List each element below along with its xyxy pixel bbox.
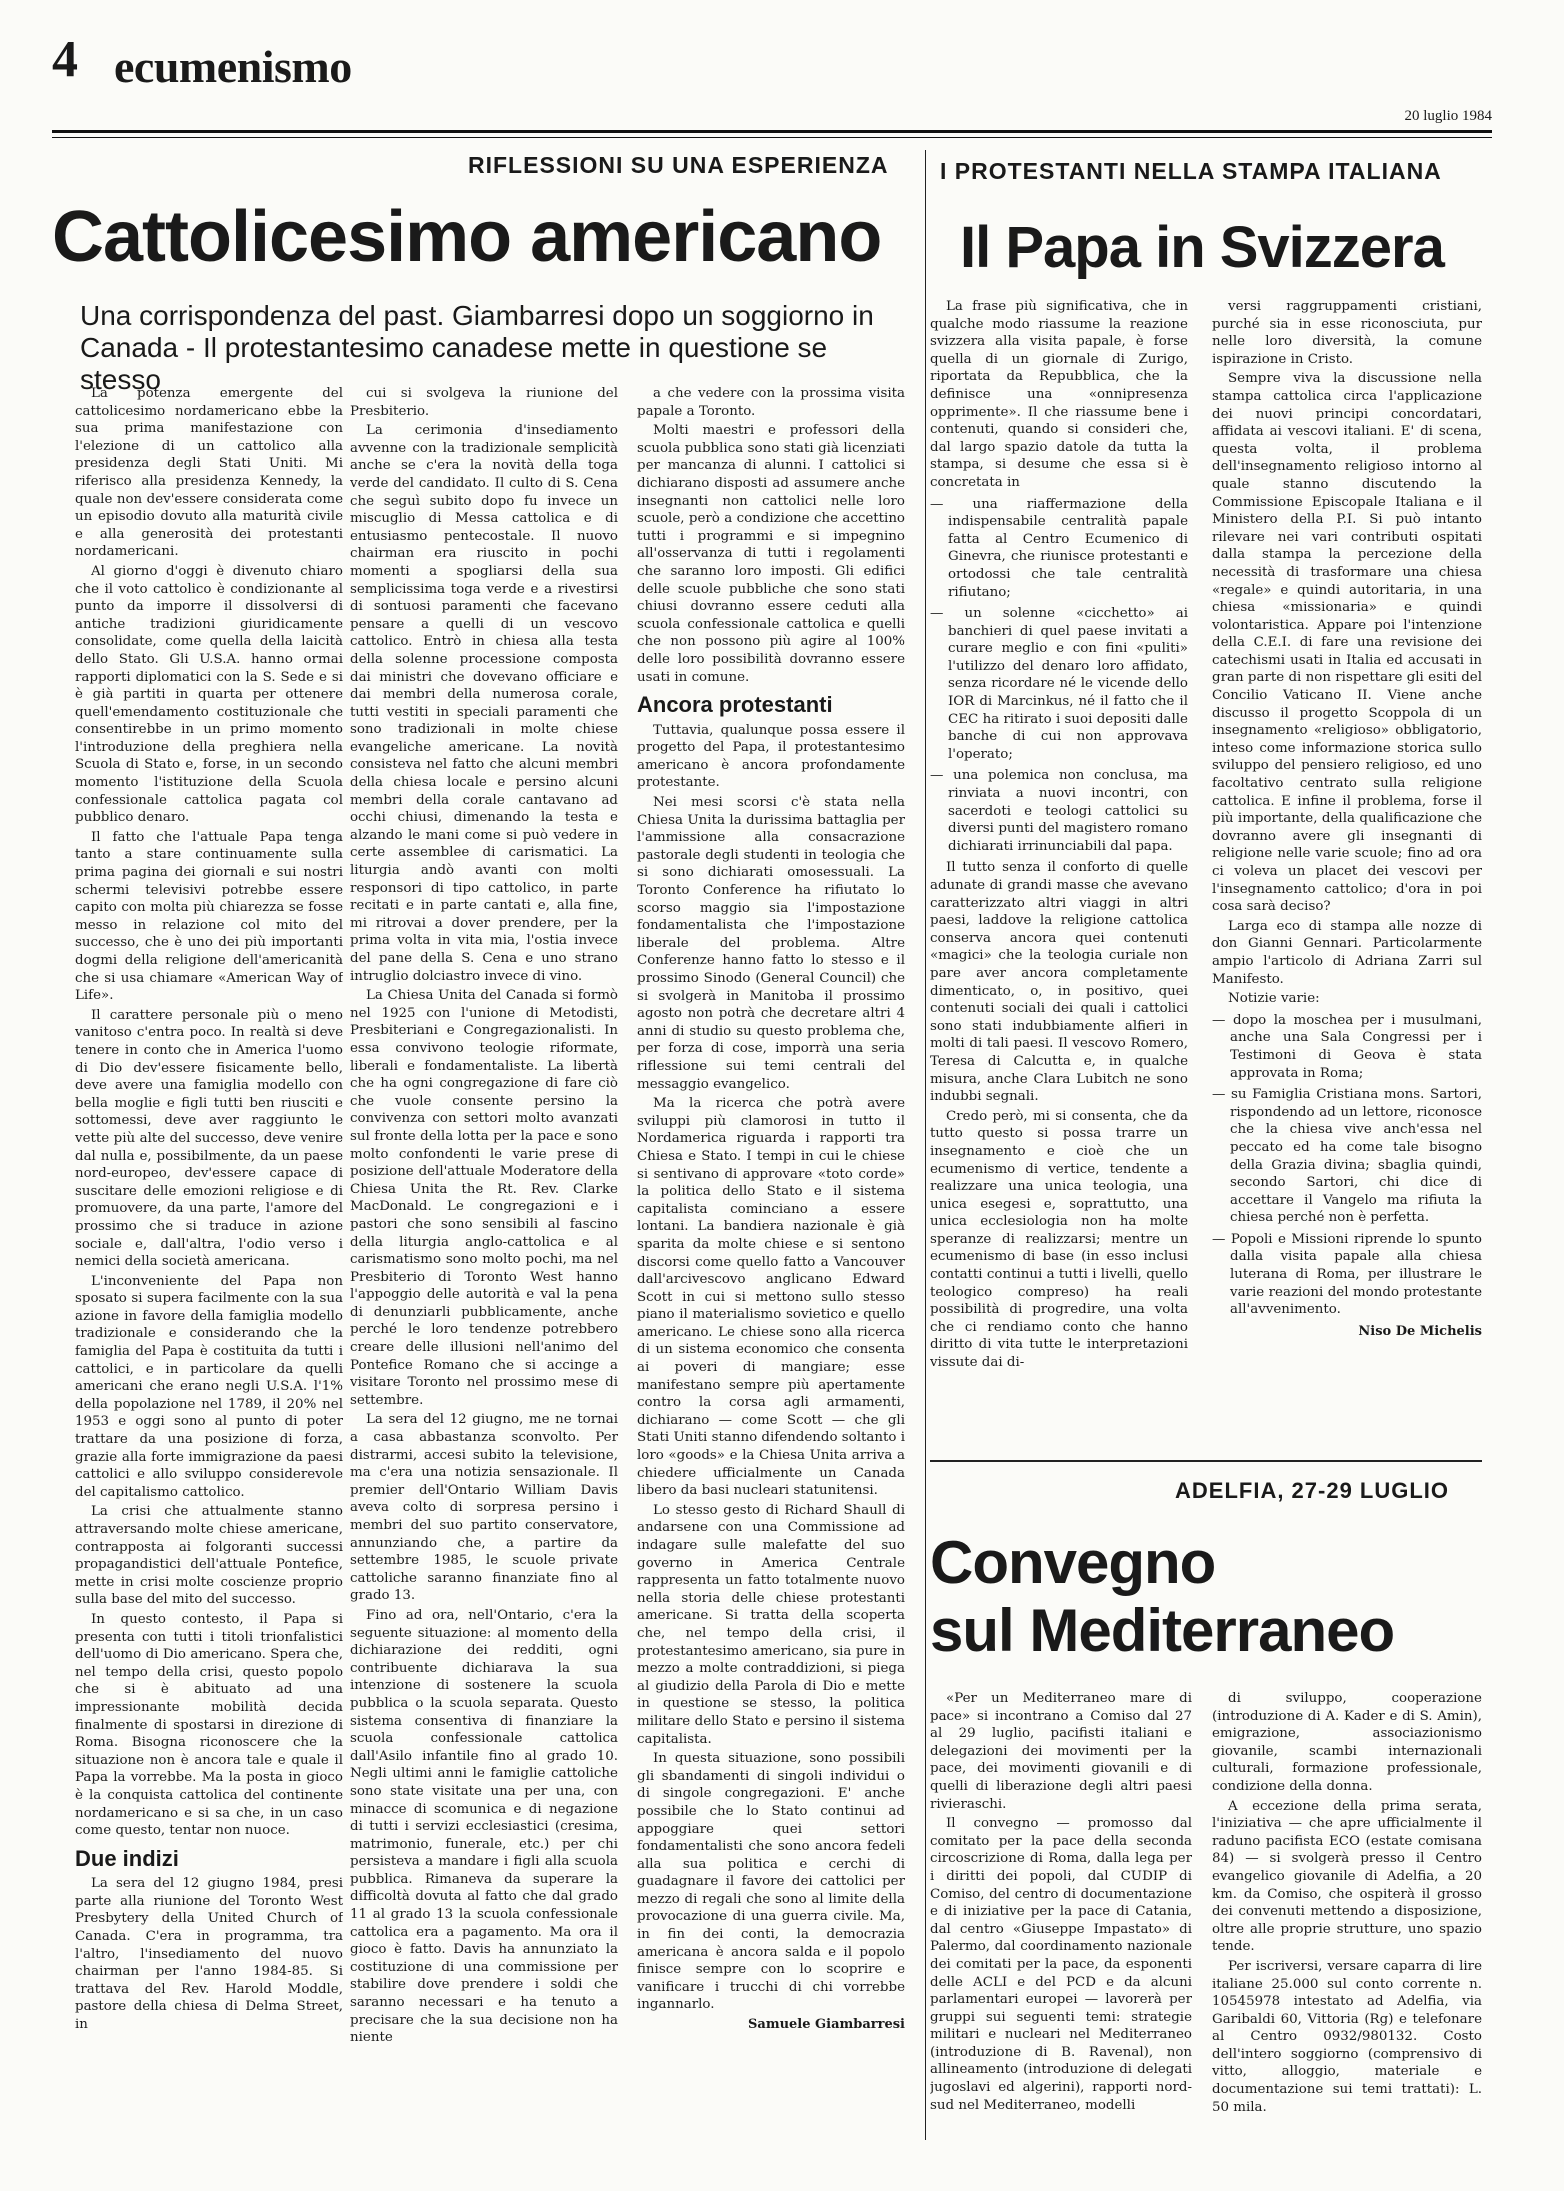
paragraph: In questa situazione, sono possibili gli sbandamenti di singoli individui o di singole congregazioni. E' anche possibile che lo Stato continui ad appoggiare quei settori fondamentalisti che sono ancora fedeli alla sua politica e cerchi di guadagnare il favore dei cattolici per mezzo di regali che sono al limite della provocazione di una guerra civile. Ma, in fin dei conti, la democrazia americana è ancora salda e il popolo finisce sempre con lo scoprire e vanificare i trucchi di chi vorrebbe ingannarlo. [637,1751,905,2013]
right-article-column-2 [1212,298,1482,1458]
paragraph: La frase più significativa, che in qualche modo riassume la reazione svizzera alla visita papale, è forse quella di un giornale di Zurigo, riportata da Repubblica, che la definisce una «onnipresenza opprimente». Il che riassume bene i contenuti, quando si consideri che, dal largo spazio datole da tutta la stampa, si desume che essa si è concretata in [930,299,1188,490]
paragraph: La crisi che attualmente stanno attraversando molte chiese americane, contrapposta ai folgoranti successi propagandistici dell'attuale Pontefice, mette in crisi molte coscienze proprio sulla base del mito del successo. [75,1504,343,1608]
paragraph: Larga eco di stampa alle nozze di don Gianni Gennari. Particolarmente ampio l'articolo di Adriana Zarri sul Manifesto. [1212,918,1482,987]
bottom-article-headline-2: sul Mediterraneo [930,1597,1395,1664]
paragraph: La potenza emergente del cattolicesimo nordamericano ebbe la sua prima manifestazione con l'elezione di un cattolico alla presidenza degli Stati Uniti. Mi riferisco alla presidenza Kennedy, la quale non dev'essere considerata come un episodio dovuto alla maturità civile e alla generosità dei protestanti nordamericani. [75,386,343,560]
bottom-article-kicker: ADELFIA, 27-29 LUGLIO [1175,1478,1450,1503]
paragraph: Molti maestri e professori della scuola pubblica sono stati già licenziati per mancanza di alunni. I cattolici si dichiarano disposti ad assumere anche insegnanti non cattolici nelle loro scuole, però a condizione che accettino tutti i programmi e si impegnino all'osservanza di tutti i regolamenti che saranno loro imposti. Gli edifici delle scuole pubbliche che sono stati chiusi dovranno essere ceduti alla scuola confessionale cattolica e quelli che non possono più agire al 100% delle loro possibilità dovranno essere usati in comune. [637,423,905,685]
list-item: — una riaffermazione della indispensabile centralità papale fatta al Centro Ecumenico di Ginevra, che riunisce protestanti e ortodossi che tale centralità rifiutano; [930,496,1188,602]
subheading-ancora-protestanti: Ancora protestanti [637,692,833,718]
paragraph: Fino ad ora, nell'Ontario, c'era la seguente situazione: al momento della dichiarazione dei redditi, ogni contribuente dichiarava la sua intenzione di sostenere la scuola pubblica o la scuola separata. Questo sistema consentiva di finanziare la scuola confessionale cattolica dall'Asilo infantile fino al grado 10. Negli ultimi anni le famiglie cattoliche sono state visitate una per una, con minacce di scomunica e di negazione di tutti i servizi ecclesiastici (cresima, matrimonio, funerale, etc.) per chi persisteva a mandare i figli alla scuola pubblica. Rimaneva da superare la difficoltà dovuta al fatto che dal grado 11 al grado 13 la scuola confessionale cattolica era a pagamento. Ma ora il gioco è fatto. Davis ha annunziato la costituzione di una commissione per stabilire dove prendere i soldi che saranno necessari e ha tenuto a precisare che la sua decisione non ha niente [350,1607,618,2046]
list-item: — Popoli e Missioni riprende lo spunto dalla visita papale alla chiesa luterana di Roma, per illustrare le varie reazioni del mondo protestante all'avvenimento. [1212,1231,1482,1319]
left-article-kicker: RIFLESSIONI SU UNA ESPERIENZA [468,152,889,178]
paragraph: Lo stesso gesto di Richard Shaull di andarsene con una Commissione ad indagare sulle malefatte del suo governo in America Centrale rappresenta un fatto totalmente nuovo nella storia delle chiese protestanti americane. Si tratta della scoperta che, nel tempo della crisi, il protestantesimo americano, sia pure in mezzo a molte contraddizioni, si piega al giudizio della Parola di Dio e mette in questione se stesso, la politica militare dello Stato e persino il sistema capitalista. [637,1502,905,1747]
issue-date: 20 luglio 1984 [1404,108,1492,124]
paragraph: Al giorno d'oggi è divenuto chiaro che il voto cattolico è condizionante al punto da imporre il dissolversi di antiche tradizioni giuridicamente consolidate, come quella della laicità dello Stato. Gli U.S.A. hanno ormai rapporti diplomatici con la S. Sede e si è già partiti in quarta per ottenere quell'emendamento costituzionale che consentirebbe in un primo momento l'introduzione della preghiera nella Scuola di Stato e, forse, in un secondo momento l'istituzione della Scuola confessionale cattolica pagata col pubblico denaro. [75,563,343,826]
paragraph: Credo però, mi si consenta, che da tutto questo si possa trarre un insegnamento e cioè che un ecumenismo di vertice, tendente a realizzare una unica teologia, una unica esegesi e, soprattutto, una unica ecclesiologia non ha molte speranze di realizzarsi; mentre un ecumenismo di base (in esso inclusi contatti continui a tutti i livelli, quello teologico compreso) ha reali possibilità di progredire, una volta che ci rendiamo conto che hanno diritto di vita tutte le interpretazioni vissute dai di- [930,1108,1188,1371]
paragraph: La sera del 12 giugno 1984, presi parte alla riunione del Toronto West Presbytery della United Church of Canada. C'era in programma, tra l'altro, l'insediamento del nuovo chairman per l'anno 1984-85. Si trattava del Rev. Harold Moddle, pastore della chiesa di Delma Street, in [75,1876,343,2033]
section-title: ecumenismo [114,41,352,92]
left-article-column-2 [350,385,618,2155]
paragraph: di sviluppo, cooperazione (introduzione di A. Kader e di S. Amin), emigrazione, associazionismo giovanile, scambi internazionali culturali, formazione professionale, condizione della donna. [1212,1691,1482,1794]
paragraph: Ma la ricerca che potrà avere sviluppi più clamorosi in tutto il Nordamerica riguarda i rapporti tra Chiesa e Stato. I tempi in cui le chiese si sentivano di approvare «toto corde» la politica dello Stato e il sistema capitalista cominciano a essere lontani. La bandiera nazionale è già sparita da molte chiese e si sentono discorsi come quello fatto a Vancouver dall'arcivescovo anglicano Edward Scott in cui si mettono sullo stesso piano il materialismo sovietico e quello americano. Le chiese sono alla ricerca di un sistema economico che consenta ai poveri di mangiare; esse manifestano sempre più apertamente contro la corsa agli armamenti, dichiarano — come Scott — che gli Stati Uniti stanno difendendo soltanto i loro «goods» e la Chiesa Unita arriva a chiedere ufficialmente un Canada libero da basi nucleari statunitensi. [637,1096,905,1499]
masthead-rule [52,130,1492,133]
left-article-subhead: Una corrispondenza del past. Giambarresi dopo un soggiorno in Canada - Il protestantesimo canadese mette in questione se stesso [80,300,874,395]
paragraph: La Chiesa Unita del Canada si formò nel 1925 con l'unione di Metodisti, Presbiteriani e Congregazionalisti. In essa convivono teologie riformate, liberali e fondamentaliste. La libertà che ha ogni congregazione di fare ciò che vuole consente persino la convivenza con settori molto avanzati sul fronte della lotta per la pace e sono molto confondenti le varie prese di posizione dell'attuale Moderatore della Chiesa Unita the Rt. Rev. Clarke MacDonald. Le congregazioni e i pastori che sono sensibili al fascino della liturgia anglo-cattolica e al carismatismo sono molto pochi, ma nel Presbiterio di Toronto West hanno l'appoggio delle autorità e val la pena di denunziarli pubblicamente, anche perché le loro tendenze potrebbero creare delle illusioni nell'animo del Pontefice Romano che si accinge a visitare Toronto nel prossimo mese di settembre. [350,988,618,1408]
subheading-due-indizi: Due indizi [75,1845,179,1871]
author-signature: Niso De Michelis [1358,1323,1482,1339]
list-item: — dopo la moschea per i musulmani, anche una Sala Congressi per i Testimoni di Geova è stata approvata in Roma; [1212,1012,1482,1082]
paragraph: a che vedere con la prossima visita papale a Toronto. [637,386,905,419]
paragraph: In questo contesto, il Papa si presenta con tutti i titoli trionfalistici dell'uomo di Dio americano. Spera che, nel tempo della crisi, questo popolo che si è abituato ad una impressionante mobilità decida finalmente di spostarsi in direzione di Roma. Bisogna riconoscere che la situazione non è ancora tale e quale il Papa la vorrebbe. Ma la posta in gioco è la conquista cattolica del continente nordamericano e si sa che, in un caso come questo, tentar non nuoce. [75,1611,343,1839]
paragraph: Nei mesi scorsi c'è stata nella Chiesa Unita la durissima battaglia per l'ammissione alla consacrazione pastorale degli studenti in teologia che si sono dichiarati omosessuali. La Toronto Conference ha rifiutato lo scorso maggio sia l'impostazione fondamentalista che l'impostazione liberale del problema. Altre Conferenze hanno fatto lo stesso e il prossimo Sinodo (General Council) che si svolgerà in Manitoba il prossimo agosto non potrà che decretare altri 4 anni di studio su questo problema che, per forza di cose, imporrà una seria riflessione sui temi centrali del messaggio evangelico. [637,795,905,1092]
paragraph: A eccezione della prima serata, l'iniziativa — che apre ufficialmente il raduno pacifista ECO (estate comisana 84) — si svolgerà presso il Centro evangelico giovanile di Adelfia, a 20 km. da Comiso, che ospiterà il grosso dei convenuti mettendo a disposizione, oltre alle proprie strutture, uno spazio tende. [1212,1798,1482,1955]
paragraph: La cerimonia d'insediamento avvenne con la tradizionale semplicità anche se c'era la novità della toga verde del candidato. Il culto di S. Cena che seguì subito dopo fu invece un miscuglio di Messa cattolica e di entusiasmo pentecostale. Il nuovo chairman era riuscito in pochi momenti a spogliarsi della sua semplicissima toga verde e a rivestirsi di sontuosi paramenti che facevano pensare a quelli di un vescovo cattolico. Entrò in chiesa alla testa della solenne processione composta dai ministri che dovevano officiare e dai membri della numerosa corale, tutti vestiti in speciali paramenti che sono tradizionali in molte chiese evangeliche americane. La novità consisteva nel fatto che alcuni membri della chiesa locale e persino alcuni membri della corale cantavano ad occhi chiusi, dimenando la testa e alzando le mani come si può vedere in certe assemblee di carismatici. La liturgia andò avanti con molti responsori di tipo cattolico, in parte recitati e in parte cantati e, alla fine, mi ritrovai a dover prendere, per la prima volta in vita mia, l'ostia invece del pane della S. Cena e uno strano intruglio dolciastro invece di vino. [350,423,618,984]
paragraph: Per iscriversi, versare caparra di lire italiane 25.000 sul conto corrente n. 10545978 intestato ad Adelfia, via Garibaldi 60, Vittoria (Rg) e telefonare al Centro 0932/980132. Costo dell'intero soggiorno (comprensivo di vitto, alloggio, materiale e documentazione sui temi trattati): L. 50 mila. [1212,1958,1482,2115]
paragraph: Tuttavia, qualunque possa essere il progetto del Papa, il protestantesimo americano è ancora profondamente protestante. [637,722,905,791]
section-rule [930,1460,1482,1462]
left-article-headline: Cattolicesimo americano [52,197,882,277]
bullet-list [930,496,1188,856]
paragraph: Il carattere personale più o meno vanitoso c'entra poco. In realtà si deve tenere in conto che in America l'uomo di Dio dev'essere fisicamente bello, deve avere una famiglia modello con bella moglie e figli tutti ben riusciti e sottomessi, deve aver raggiunto le vette più alte del successo, deve venire dal nulla e, possibilmente, da un paese nord-europeo, dev'essere capace di suscitare delle emozioni religiose e di promuovere, da una parte, l'amore del prossimo che si traduce in azione sociale e, dall'altra, l'odio verso i nemici della società americana. [75,1007,343,1270]
right-article-kicker: I PROTESTANTI NELLA STAMPA ITALIANA [940,158,1442,184]
left-article-column-3 [637,385,905,2155]
page-number: 4 [52,31,78,88]
bottom-article-headline-1: Convegno [930,1529,1216,1596]
paragraph: Sempre viva la discussione nella stampa cattolica circa l'applicazione dei nuovi principi concordatari, affidata ai vescovi italiani. E' di scena, questa volta, il problema dell'insegnamento religioso intorno al quale stanno discutendo la Commissione Episcopale Italiana e il Ministero della P.I. Si può intanto rilevare nei vari contributi ospitati dalla stampa la percezione della necessità di trasformare una chiesa «regale» e quindi autoritaria, in una chiesa «missionaria» e quindi volontaristica. Appare poi l'intenzione della C.E.I. di fare una revisione dei catechismi usati in Italia ed accusati in gran parte di non rispettare gli esiti del Concilio Vaticano II. Viene anche discusso il progetto Scoppola di un insegnamento «religioso» obbligatorio, inteso come informazione storica sullo sviluppo del pensiero religioso, ed uno facoltativo centrato sulla religione cattolica. E infine il problema, forse il più importante, della qualificazione che dovranno avere gli insegnanti di religione nelle varie scuole; fino ad ora ci voleva un placet dei vescovi per l'insegnamento cattolico; d'ora in poi cosa sarà deciso? [1212,371,1482,915]
right-article-column-1 [930,298,1188,1458]
paragraph: Notizie varie: [1228,991,1320,1007]
paragraph: L'inconveniente del Papa non sposato si supera facilmente con la sua azione in favore della famiglia modello tradizionale e considerando che la famiglia del Papa è costituita da tutti i cattolici, e in particolare da quelli americani che erano negli U.S.A. l'1% della popolazione nel 1789, il 20% nel 1953 e oggi sono al punto di poter trattare da una posizione di forza, grazie alla forte immigrazione da paesi cattolici e allo sviluppo considerevole del capitalismo cattolico. [75,1273,343,1500]
right-article-headline: Il Papa in Svizzera [960,215,1444,280]
column-divider [925,150,926,2140]
list-item: — su Famiglia Cristiana mons. Sartori, rispondendo ad un lettore, riconosce che la chiesa vive anch'essa nel peccato ed ha come tale bisogno della Grazia divina; sbaglia quindi, secondo Sartori, chi dice di accettare il Vangelo ma rifiuta la chiesa perché non è perfetta. [1212,1086,1482,1227]
paragraph: cui si svolgeva la riunione del Presbiterio. [350,386,618,419]
paragraph: versi raggruppamenti cristiani, purché sia in esse riconosciuta, pur nelle loro diversità, la comune ispirazione in Cristo. [1212,299,1482,367]
masthead [52,22,1492,132]
paragraph: Il convegno — promosso dal comitato per la pace della seconda circoscrizione di Roma, dalla lega per i diritti dei popoli, dal CUDIP di Comiso, del centro di documentazione e di iniziative per la pace di Catania, dal centro «Giuseppe Impastato» di Palermo, dal coordinamento nazionale dei comitati per la pace, da esponenti delle ACLI e del PCD e da alcuni parlamentari europei — lavorerà per gruppi sui seguenti temi: strategie militari e nucleari nel Mediterraneo (introduzione di B. Ravenal), non allineamento (introduzione di delegati jugoslavi ed algerini), rapporti nord-sud nel Mediterraneo, modelli [930,1816,1192,2113]
list-item: — un solenne «cicchetto» ai banchieri di quel paese invitati a curare meglio e con fini «puliti» l'utilizzo del denaro loro affidato, senza ricordare né le vicende dello IOR di Marcinkus, né il fatto che il CEC ha ritirato i suoi depositi dalle banche di cui non approvava l'operato; [930,605,1188,763]
masthead-rule-thin [52,137,1492,138]
paragraph: «Per un Mediterraneo mare di pace» si incontrano a Comiso dal 27 al 29 luglio, pacifisti italiani e delegazioni dei movimenti per la pace, dei movimenti giovanili e di quelli di liberazione degli altri paesi rivieraschi. [930,1691,1192,1812]
author-signature: Samuele Giambarresi [748,2017,905,2033]
bottom-article-column-2 [1212,1690,1482,2160]
bottom-article-column-1 [930,1690,1192,2160]
paragraph: La sera del 12 giugno, me ne tornai a casa abbastanza sconvolto. Per distrarmi, accesi subito la televisione, ma c'era una notizia sensazionale. Il premier dell'Ontario William Davis aveva colto di sorpresa persino i membri del suo partito conservatore, annunziando che, a partire da settembre 1985, le scuole private cattoliche saranno finanziate fino al grado 13. [350,1412,618,1604]
paragraph: Il tutto senza il conforto di quelle adunate di grandi masse che avevano caratterizzato altri viaggi in altri paesi, laddove la religione cattolica conserva ancora quei contenuti «magici» che la teologia curiale non pare aver ancora completamente dimenticato, o, in positivo, quei contenuti sociali dei quali i cattolici sono stati indubbiamente alfieri in molti di tali paesi. Il vescovo Romero, Teresa di Calcutta e, in qualche misura, anche Clara Lubitch ne sono indubbi segnali. [930,860,1188,1105]
bullet-list [1212,1012,1482,1319]
paragraph: Il fatto che l'attuale Papa tenga tanto a stare continuamente sulla prima pagina dei giornali e sui nostri schermi televisivi potrebbe essere capito con molta più chiarezza se fosse messo in relazione col mito del successo, che è uno dei più importanti dogmi della religione dell'americanità che si usa chiamare «American Way of Life». [75,829,343,1004]
list-item: — una polemica non conclusa, ma rinviata a nuovi incontri, con sacerdoti e teologi cattolici su diversi punti del magistero romano dichiarati irrinunciabili dal papa. [930,767,1188,855]
left-article-column-1 [75,385,343,2155]
